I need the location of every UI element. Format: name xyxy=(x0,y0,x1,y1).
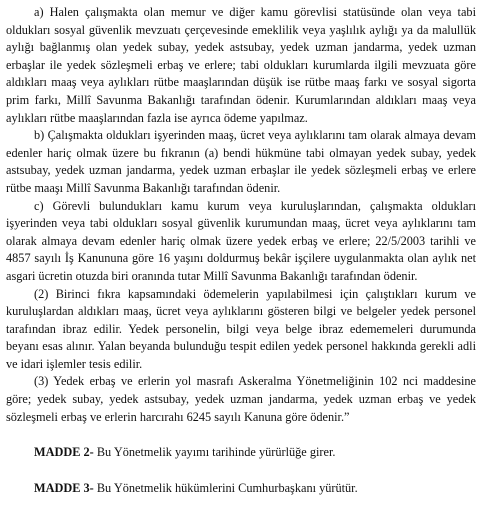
paragraph-b: b) Çalışmakta oldukları işyerinden maaş, ücret veya aylıklarını tam olarak almaya devam edenler hariç olmak üzere bu fıkranın (a) bendi hükmüne tabi olmayan yedek subay, yedek astsubay, yedek uzman jandarma, yedek uzman erbaşlar ile yedek sözleşmeli erbaş ve erlere rütbe maaşı Millî Savunma Bakanlığı tarafından ödenir. xyxy=(6,128,476,195)
article-2-label: MADDE 2- xyxy=(34,445,94,460)
article-3 xyxy=(6,480,476,498)
article-2 xyxy=(6,444,476,462)
article-3-text: Bu Yönetmelik hükümlerini Cumhurbaşkanı yürütür. xyxy=(93,480,358,495)
paragraph-2: (2) Birinci fıkra kapsamındaki ödemelerin yapılabilmesi için çalıştıkları kurum ve kuruluşlardan aldıkları maaş, ücret veya aylıklarını gösteren bilgi ve belgeler yedek personel tarafından ibraz edilir. Yedek personelin, bilgi veya belge ibraz edememeleri durumunda beyanı esas alınır. Yalan beyanda bulunduğu tespit edilen yedek personel hakkında gerekli adli ve idari işlemler tesis edilir. xyxy=(6,286,476,371)
article-3-label: MADDE 3- xyxy=(34,480,94,495)
paragraph-3: (3) Yedek erbaş ve erlerin yol masrafı Askeralma Yönetmeliğinin 102 nci maddesine göre; yedek subay, yedek astsubay, yedek uzman jandarma, yedek uzman erbaş ve yedek sözleşmeli erbaş ve erlerin harcırahı 6245 sayılı Kanuna göre ödenir.” xyxy=(6,374,476,424)
article-2-text: Bu Yönetmelik yayımı tarihinde yürürlüğe girer. xyxy=(93,445,336,460)
paragraph-c: c) Görevli bulundukları kamu kurum veya kuruluşlarından, çalışmakta oldukları işyerinden veya tabi oldukları sosyal güvenlik kurumundan maaş, ücret veya aylıklarını tam olarak almaya devam edenler hariç olmak üzere yedek erbaş ve erlere; 22/5/2003 tarihli ve 4857 sayılı İş Kanununa göre 16 yaşını doldurmuş bekâr işçilere uygulanmakta olan aylık net asgari ücretin otuzda biri oranında tutar Millî Savunma Bakanlığı tarafından ödenir. xyxy=(6,198,476,283)
spacer xyxy=(6,426,476,444)
spacer xyxy=(6,462,476,480)
paragraph-a: a) Halen çalışmakta olan memur ve diğer kamu görevlisi statüsünde olan veya tabi oldukları sosyal güvenlik mevzuatı çerçevesinde emeklilik veya yaşlılık aylığı ya da malullük aylığı bağlanmış olan yedek subay, yedek astsubay, yedek uzman jandarma, yedek uzman erbaşlar ile yedek sözleşmeli erbaş ve erlere; tabi oldukları kurumlarda ilgili mevzuata göre aldıkları maaş veya aylıkları rütbe maaşlarından düşük ise rütbe maaş farkı ve sosyal sigorta prim farkı, Millî Savunma Bakanlığı tarafından ödenir. Kurumlarından aldıkları maaş veya aylıkları rütbe maaşlarından fazla ise ayrıca ödeme yapılmaz. xyxy=(6,5,476,125)
